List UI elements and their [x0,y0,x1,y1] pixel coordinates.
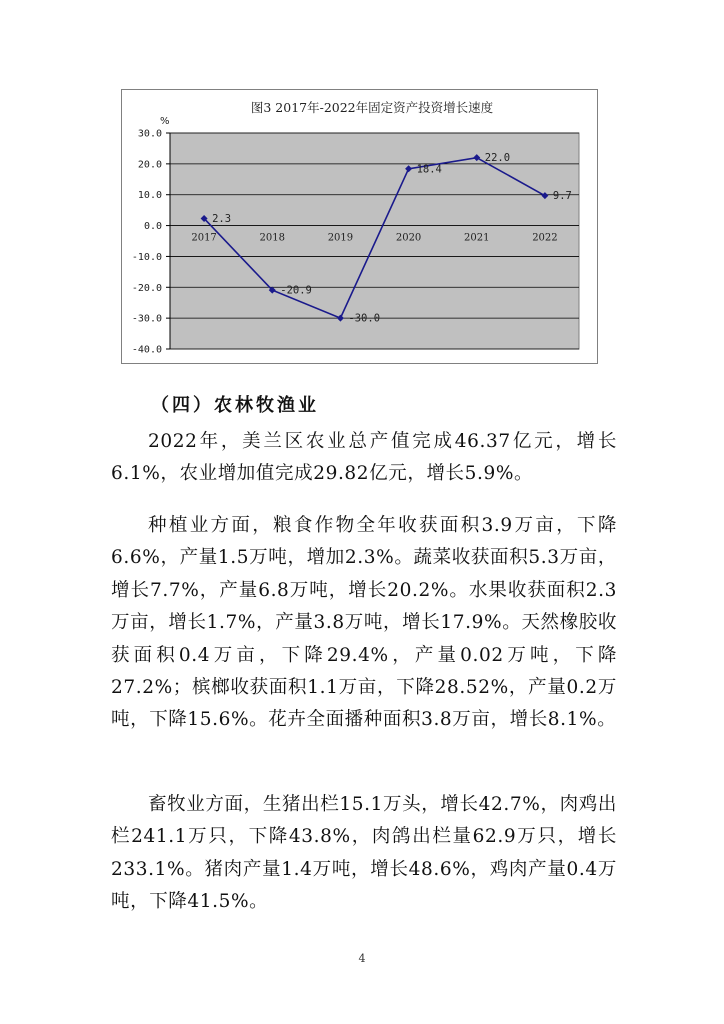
y-axis-unit: % [160,116,170,127]
x-category-label: 2020 [395,232,422,244]
chart-title: 图3 2017年-2022年固定资产投资增长速度 [250,100,494,115]
data-label: 22.0 [484,152,511,165]
chart-figure [121,89,598,364]
y-tick-label: 10.0 [137,190,162,202]
x-category-label: 2017 [191,232,217,244]
data-label: 18.4 [416,163,442,176]
data-label: -20.9 [280,284,312,297]
paragraph-livestock: 畜牧业方面，生猪出栏15.1万头，增长42.7%，肉鸡出栏241.1万只，下降43.8%，肉鸽出栏量62.9万只，增长233.1%。猪肉产量1.4万吨，增长48.6%，鸡肉产量0.4万吨，下降41.5%。 [111,794,617,913]
y-tick-label: -20.0 [131,282,162,294]
data-label: -30.0 [348,312,381,325]
y-tick-label: 30.0 [137,128,162,140]
section-heading: （四）农林牧渔业 [151,395,319,416]
x-category-label: 2018 [259,232,285,244]
data-label: 9.7 [552,190,572,203]
y-tick-label: -10.0 [131,251,162,263]
x-category-label: 2022 [532,232,558,244]
y-tick-label: 20.0 [137,159,162,171]
y-tick-label: -30.0 [131,313,162,325]
y-tick-label: 0.0 [143,221,162,233]
line-chart [122,90,599,365]
x-category-label: 2021 [464,232,490,244]
page-number: 4 [358,952,366,965]
y-tick-label: -40.0 [131,344,162,356]
paragraph-planting: 种植业方面，粮食作物全年收获面积3.9万亩，下降6.6%，产量1.5万吨，增加2.3%。蔬菜收获面积5.3万亩，增长7.7%，产量6.8万吨，增长20.2%。水果收获面积2.3万亩，增长1.7%，产量3.8万吨，增长17.9%。天然橡胶收获面积0.4万亩，下降29.4%，产量0.02万吨，下降27.2%；槟榔收获面积1.1万亩，下降28.52%，产量0.2万吨，下降15.6%。花卉全面播种面积3.8万亩，增长8.1%。 [111,515,617,731]
data-label: 2.3 [212,212,232,225]
x-category-label: 2019 [327,232,354,244]
paragraph-overview: 2022年，美兰区农业总产值完成46.37亿元，增长6.1%，农业增加值完成29.82亿元，增长5.9%。 [111,431,617,485]
